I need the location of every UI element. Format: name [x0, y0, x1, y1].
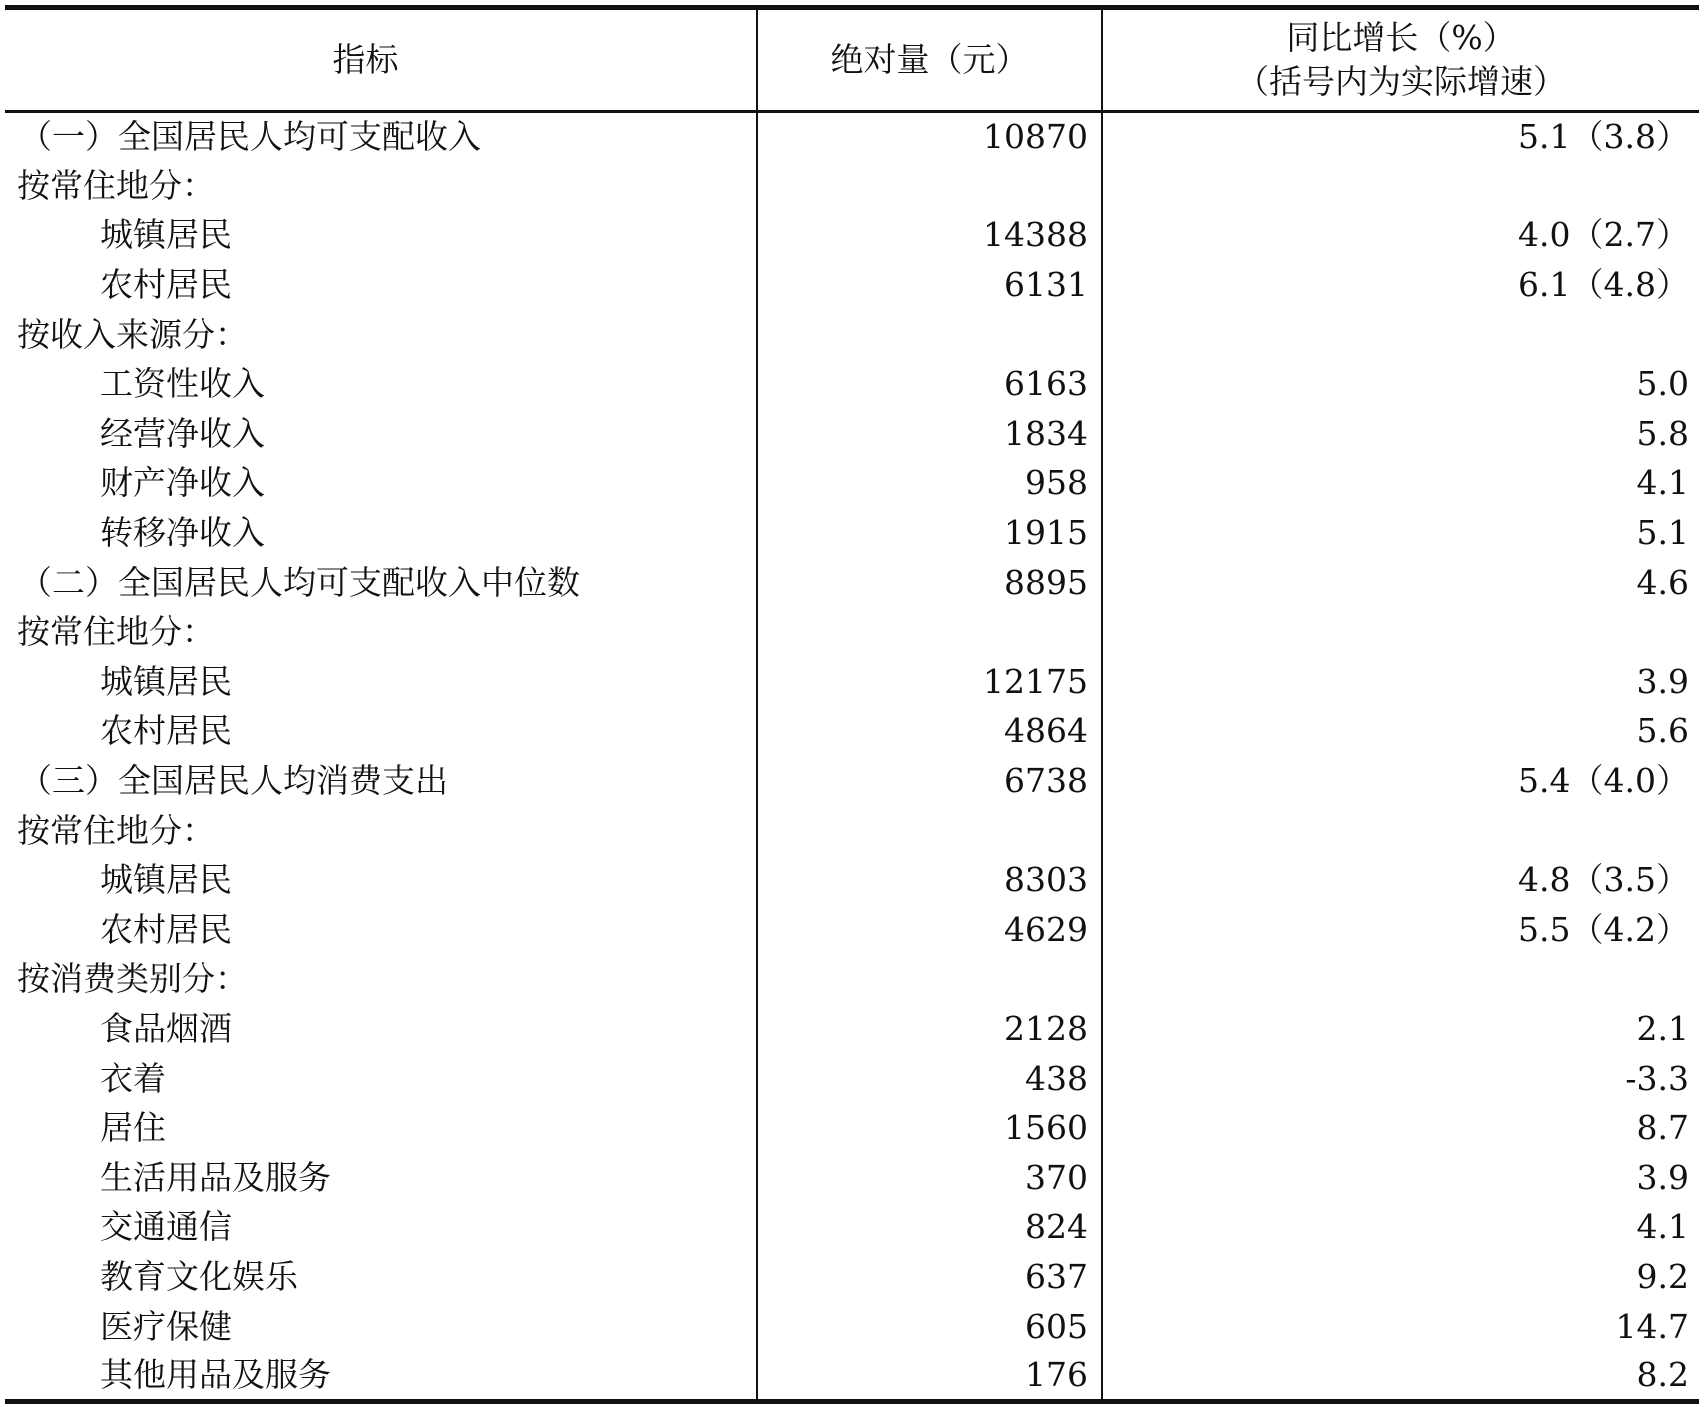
- row-growth-rate: 4.1: [1636, 1207, 1689, 1247]
- row-absolute-value: 4864: [757, 707, 1102, 757]
- row-growth-rate: 4.0（2.7）: [1518, 215, 1689, 255]
- table-row: [5, 756, 1699, 806]
- row-label: 按消费类别分：: [5, 955, 757, 1005]
- row-absolute-value: 1915: [757, 508, 1102, 558]
- row-growth-rate: 5.5（4.2）: [1518, 909, 1689, 949]
- row-label: 教育文化娱乐: [5, 1252, 757, 1302]
- row-absolute-value: [757, 310, 1102, 360]
- row-label: 食品烟酒: [5, 1004, 757, 1054]
- header-growth-line2: （括号内为实际增速）: [1236, 62, 1566, 101]
- row-growth-rate: 9.2: [1636, 1256, 1689, 1296]
- row-growth-rate: 5.1（3.8）: [1518, 117, 1689, 157]
- table-row: [5, 211, 1699, 261]
- row-absolute-value: [757, 955, 1102, 1005]
- row-absolute-value: [757, 806, 1102, 856]
- table-header: [5, 8, 1699, 112]
- row-absolute-value: 1834: [757, 409, 1102, 459]
- table-row: [5, 1103, 1699, 1153]
- row-growth-rate: [1102, 161, 1699, 211]
- row-growth-rate: 5.0: [1636, 364, 1689, 404]
- row-growth-rate: 6.1（4.8）: [1518, 265, 1689, 305]
- row-label: 农村居民: [5, 905, 757, 955]
- income-expenditure-table: [5, 5, 1699, 1404]
- header-row: [5, 8, 1699, 112]
- header-growth-line1: 同比增长（%）: [1286, 18, 1516, 57]
- table-row: [5, 905, 1699, 955]
- table-row: [5, 955, 1699, 1005]
- row-absolute-value: 4629: [757, 905, 1102, 955]
- row-growth-rate: 8.7: [1636, 1108, 1689, 1148]
- row-growth-rate: 5.1: [1636, 513, 1689, 553]
- table-row: [5, 855, 1699, 905]
- row-absolute-value: 6163: [757, 359, 1102, 409]
- row-growth-rate: 14.7: [1615, 1306, 1689, 1346]
- row-absolute-value: 637: [757, 1252, 1102, 1302]
- row-growth-rate: 5.4（4.0）: [1518, 761, 1689, 801]
- row-label: 其他用品及服务: [5, 1351, 757, 1401]
- row-absolute-value: 6131: [757, 260, 1102, 310]
- row-absolute-value: 14388: [757, 211, 1102, 261]
- table-row: [5, 161, 1699, 211]
- row-growth-rate: 2.1: [1636, 1008, 1689, 1048]
- row-growth-rate: [1102, 955, 1699, 1005]
- row-growth-rate: 3.9: [1636, 1157, 1689, 1197]
- row-absolute-value: [757, 607, 1102, 657]
- row-label: 城镇居民: [5, 211, 757, 261]
- table-row: [5, 1153, 1699, 1203]
- row-absolute-value: 176: [757, 1351, 1102, 1401]
- table-row: [5, 1004, 1699, 1054]
- table-row: [5, 1203, 1699, 1253]
- row-label: 经营净收入: [5, 409, 757, 459]
- row-label: 农村居民: [5, 260, 757, 310]
- table-row: [5, 310, 1699, 360]
- row-label: （二）全国居民人均可支配收入中位数: [5, 558, 757, 608]
- row-growth-rate: 4.8（3.5）: [1518, 860, 1689, 900]
- row-growth-rate: [1102, 607, 1699, 657]
- row-label: （三）全国居民人均消费支出: [5, 756, 757, 806]
- table-row: [5, 607, 1699, 657]
- row-label: 按常住地分：: [5, 607, 757, 657]
- row-label: 工资性收入: [5, 359, 757, 409]
- row-absolute-value: 2128: [757, 1004, 1102, 1054]
- row-absolute-value: 958: [757, 459, 1102, 509]
- row-growth-rate: -3.3: [1625, 1058, 1689, 1098]
- row-label: 转移净收入: [5, 508, 757, 558]
- row-label: 农村居民: [5, 707, 757, 757]
- row-growth-rate: 3.9: [1636, 661, 1689, 701]
- row-absolute-value: 1560: [757, 1103, 1102, 1153]
- row-label: 城镇居民: [5, 855, 757, 905]
- table-row: [5, 657, 1699, 707]
- row-absolute-value: 10870: [757, 112, 1102, 162]
- row-absolute-value: [757, 161, 1102, 211]
- row-label: （一）全国居民人均可支配收入: [5, 112, 757, 162]
- table-row: [5, 459, 1699, 509]
- row-growth-rate: [1102, 806, 1699, 856]
- row-label: 财产净收入: [5, 459, 757, 509]
- table-row: [5, 508, 1699, 558]
- row-label: 居住: [5, 1103, 757, 1153]
- row-label: 生活用品及服务: [5, 1153, 757, 1203]
- row-growth-rate: 4.6: [1636, 562, 1689, 602]
- row-label: 城镇居民: [5, 657, 757, 707]
- row-absolute-value: 6738: [757, 756, 1102, 806]
- row-growth-rate: [1102, 310, 1699, 360]
- row-label: 按常住地分：: [5, 161, 757, 211]
- header-indicator: 指标: [5, 8, 757, 112]
- row-absolute-value: 370: [757, 1153, 1102, 1203]
- row-label: 衣着: [5, 1054, 757, 1104]
- row-absolute-value: 8303: [757, 855, 1102, 905]
- row-absolute-value: 824: [757, 1203, 1102, 1253]
- table-row: [5, 359, 1699, 409]
- table-row: [5, 806, 1699, 856]
- table-row: [5, 1054, 1699, 1104]
- table-row: [5, 260, 1699, 310]
- row-growth-rate: 8.2: [1636, 1355, 1689, 1395]
- table-row: [5, 112, 1699, 162]
- row-label: 按收入来源分：: [5, 310, 757, 360]
- row-absolute-value: 8895: [757, 558, 1102, 608]
- income-expenditure-table-container: [5, 5, 1699, 1404]
- row-growth-rate: 5.6: [1636, 711, 1689, 751]
- row-growth-rate: 4.1: [1636, 463, 1689, 503]
- table-body: [5, 112, 1699, 1402]
- row-absolute-value: 12175: [757, 657, 1102, 707]
- row-absolute-value: 605: [757, 1302, 1102, 1352]
- table-row: [5, 1252, 1699, 1302]
- row-label: 医疗保健: [5, 1302, 757, 1352]
- table-row: [5, 409, 1699, 459]
- row-label: 交通通信: [5, 1203, 757, 1253]
- table-row: [5, 558, 1699, 608]
- table-row: [5, 1302, 1699, 1352]
- row-growth-rate: 5.8: [1636, 413, 1689, 453]
- row-absolute-value: 438: [757, 1054, 1102, 1104]
- header-growth-rate: [1102, 8, 1699, 112]
- header-absolute-amount: 绝对量（元）: [757, 8, 1102, 112]
- table-row: [5, 1351, 1699, 1401]
- table-row: [5, 707, 1699, 757]
- row-label: 按常住地分：: [5, 806, 757, 856]
